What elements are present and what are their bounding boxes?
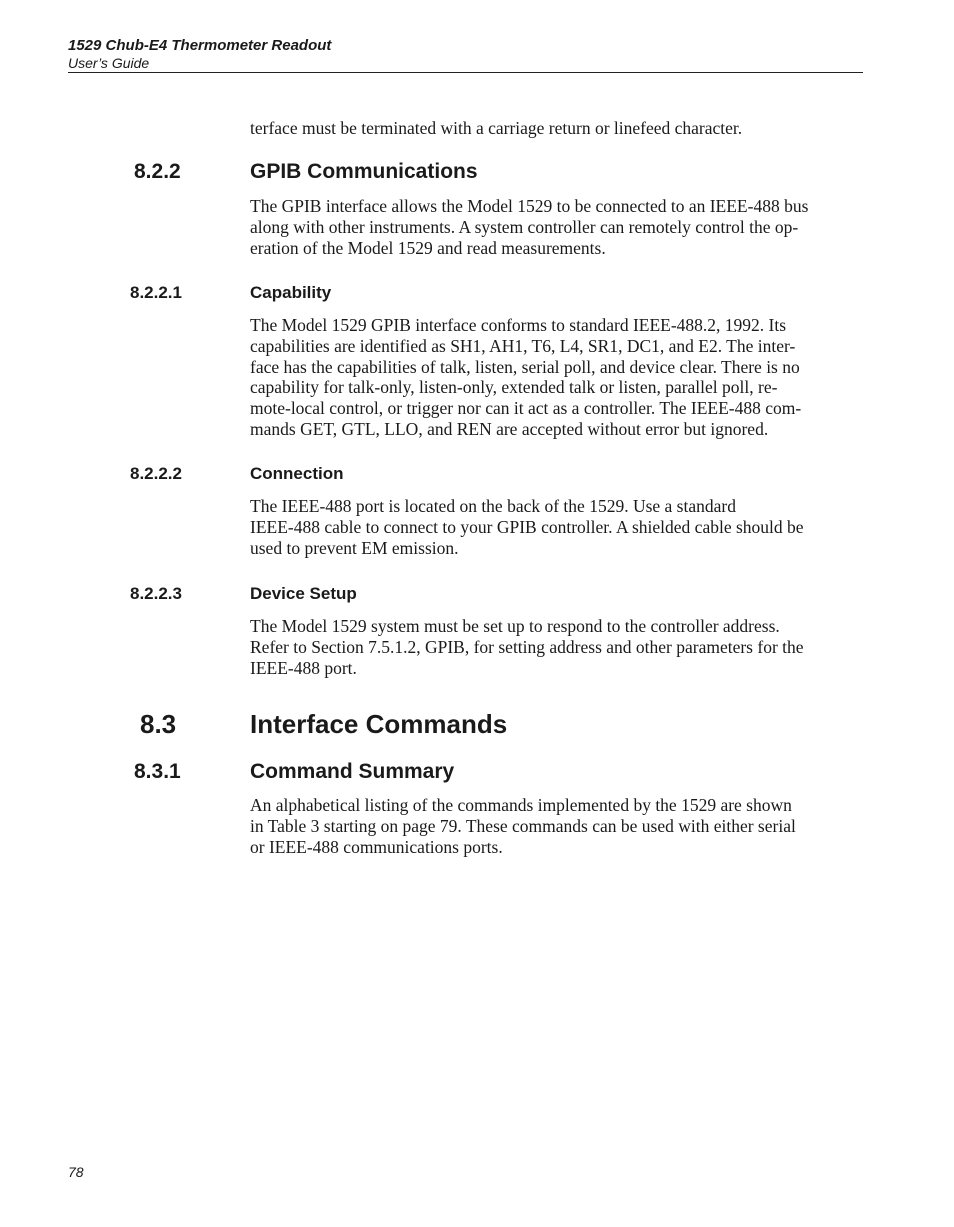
running-header [68, 37, 863, 73]
section-title-command-summary: Command Summary [250, 760, 455, 783]
section-number-8-2-2: 8.2.2 [134, 160, 181, 183]
section-number-8-3: 8.3 [140, 709, 177, 739]
paragraph-line: An alphabetical listing of the commands implemented by the 1529 are shown [250, 795, 792, 815]
gpib-communications-paragraph [250, 196, 865, 258]
intro-paragraph [250, 118, 865, 139]
paragraph-line: or IEEE-488 communications ports. [250, 836, 503, 857]
section-number-8-3-1: 8.3.1 [134, 760, 181, 783]
paragraph-line: IEEE-488 port. [250, 657, 357, 678]
paragraph-line: mands GET, GTL, LLO, and REN are accepted without error but ignored. [250, 418, 769, 439]
paragraph-line: The Model 1529 system must be set up to respond to the controller address. [250, 616, 780, 636]
device-setup-paragraph [250, 616, 865, 678]
section-title-interface-commands: Interface Commands [250, 709, 508, 739]
paragraph-line: capability for talk-only, listen-only, extended talk or listen, parallel poll, re- [250, 377, 778, 398]
page-number: 78 [68, 1164, 84, 1180]
section-number-8-2-2-3: 8.2.2.3 [130, 584, 182, 603]
header-title: 1529 Chub-E4 Thermometer Readout [68, 37, 332, 54]
paragraph-line: terface must be terminated with a carriage return or linefeed character. [250, 118, 743, 138]
paragraph-line: The IEEE-488 port is located on the back of the 1529. Use a standard [250, 496, 736, 516]
paragraph-line: in Table 3 starting on page 79. These commands can be used with either serial [250, 815, 796, 836]
paragraph-line: The GPIB interface allows the Model 1529 to be connected to an IEEE-488 bus [250, 196, 809, 216]
paragraph-line: eration of the Model 1529 and read measurements. [250, 237, 606, 258]
section-title-capability: Capability [250, 283, 332, 302]
paragraph-line: Refer to Section 7.5.1.2, GPIB, for setting address and other parameters for the [250, 636, 804, 657]
paragraph-line: capabilities are identified as SH1, AH1, T6, L4, SR1, DC1, and E2. The inter- [250, 335, 796, 356]
header-subtitle: User’s Guide [68, 55, 150, 71]
paragraph-line: along with other instruments. A system controller can remotely control the op- [250, 216, 799, 237]
connection-paragraph [250, 496, 865, 558]
paragraph-line: mote-local control, or trigger nor can it act as a controller. The IEEE-488 com- [250, 398, 802, 419]
paragraph-line: used to prevent EM emission. [250, 537, 459, 558]
capability-paragraph [250, 315, 865, 440]
section-number-8-2-2-1: 8.2.2.1 [130, 283, 182, 302]
paragraph-line: face has the capabilities of talk, listen, serial poll, and device clear. There is no [250, 356, 800, 377]
section-title-gpib-communications: GPIB Communications [250, 160, 478, 183]
section-title-device-setup: Device Setup [250, 584, 357, 603]
section-title-connection: Connection [250, 464, 344, 483]
section-number-8-2-2-2: 8.2.2.2 [130, 464, 182, 483]
paragraph-line: IEEE-488 cable to connect to your GPIB controller. A shielded cable should be [250, 516, 804, 537]
paragraph-line: The Model 1529 GPIB interface conforms to standard IEEE-488.2, 1992. Its [250, 315, 787, 335]
command-summary-paragraph [250, 795, 865, 857]
